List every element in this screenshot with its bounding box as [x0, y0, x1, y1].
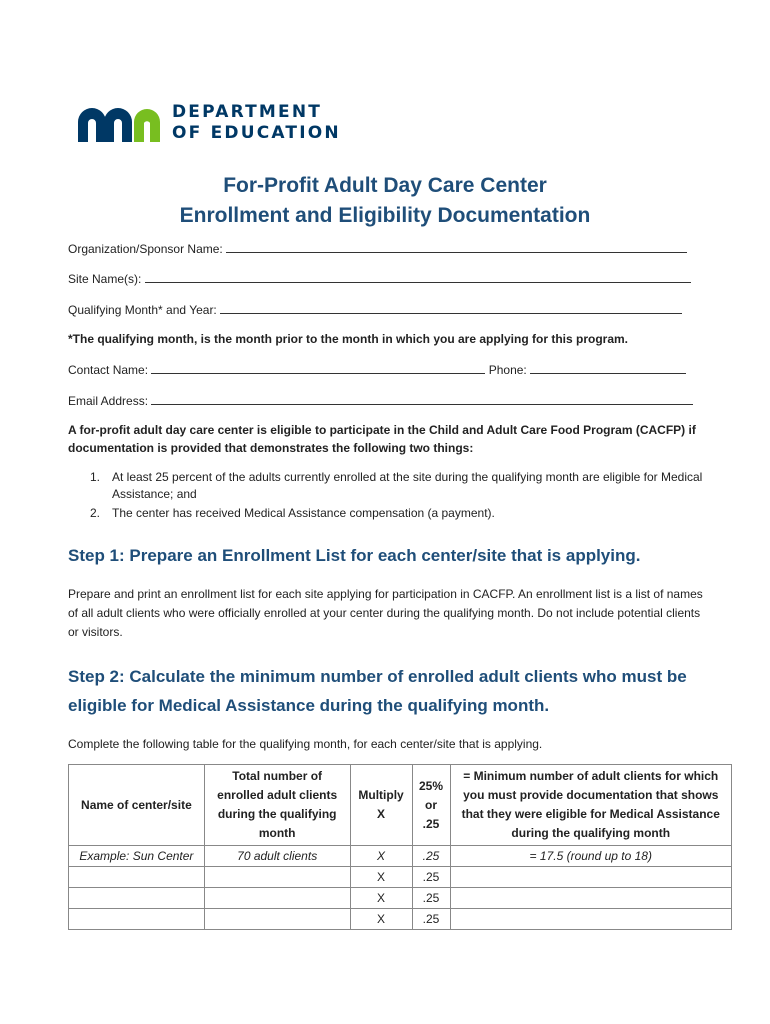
table-row	[69, 867, 732, 888]
site-name-blank[interactable]	[145, 270, 691, 283]
org-name-label: Organization/Sponsor Name:	[68, 242, 223, 256]
step-1-body: Prepare and print an enrollment list for each site applying for participation in CACFP. An enrollment list is a list of names of all adult clients who were officially enrolled at your center during the qualifying month. Do not include potential clients or visitors.	[68, 587, 703, 639]
qualifying-month-field[interactable]	[68, 301, 682, 318]
requirement-item-1	[90, 469, 710, 503]
header-minimum: = Minimum number of adult clients for which you must provide documentation that shows that they were eligible for Medical Assistance during the qualifying month	[450, 765, 731, 846]
document-title-line-1: For-Profit Adult Day Care Center	[223, 174, 547, 197]
contact-name-label: Contact Name:	[68, 363, 149, 377]
table-header-row	[69, 765, 732, 846]
table-input-cell[interactable]	[450, 867, 731, 888]
document-title-line-2: Enrollment and Eligibility Documentation	[179, 204, 591, 227]
table-input-cell[interactable]	[204, 909, 350, 930]
site-name-label: Site Name(s):	[68, 272, 142, 286]
contact-name-blank[interactable]	[151, 361, 485, 374]
table-input-cell[interactable]	[450, 909, 731, 930]
table-cell: 70 adult clients	[204, 846, 350, 867]
requirement-item-2	[90, 505, 710, 522]
qualifying-month-note: *The qualifying month, is the month prior to the month in which you are applying for this program.	[68, 332, 629, 346]
table-cell: X	[350, 909, 412, 930]
table-cell: X	[350, 867, 412, 888]
org-name-blank[interactable]	[226, 240, 687, 253]
email-label: Email Address:	[68, 394, 149, 408]
logo-line-1: DEPARTMENT	[172, 102, 323, 122]
table-cell: Example: Sun Center	[69, 846, 205, 867]
phone-blank[interactable]	[530, 361, 686, 374]
table-row-example	[69, 846, 732, 867]
site-name-field[interactable]	[68, 270, 691, 287]
table-input-cell[interactable]	[69, 909, 205, 930]
table-cell: .25	[412, 909, 450, 930]
step-2-heading: Step 2: Calculate the minimum number of enrolled adult clients who must be eligible for Medical Assistance during the qualifying month.	[68, 667, 687, 715]
step-1-heading: Step 1: Prepare an Enrollment List for each center/site that is applying.	[68, 546, 641, 565]
table-input-cell[interactable]	[450, 888, 731, 909]
table-row	[69, 888, 732, 909]
header-multiply: Multiply X	[350, 765, 412, 846]
qualifying-month-label: Qualifying Month* and Year:	[68, 303, 217, 317]
step-2-body: Complete the following table for the qualifying month, for each center/site that is applying.	[68, 737, 543, 751]
mn-logo-icon	[76, 102, 162, 144]
requirement-text: The center has received Medical Assistance compensation (a payment).	[112, 506, 495, 520]
table-cell: = 17.5 (round up to 18)	[450, 846, 731, 867]
phone-label: Phone:	[488, 363, 527, 377]
header-percent: 25% or .25	[412, 765, 450, 846]
calculation-table	[68, 764, 732, 930]
table-cell: .25	[412, 867, 450, 888]
email-field[interactable]	[68, 392, 693, 409]
table-cell: .25	[412, 888, 450, 909]
table-row	[69, 909, 732, 930]
eligibility-intro: A for-profit adult day care center is eligible to participate in the Child and Adult Care Food Program (CACFP) if documentation is provided that demonstrates the following two things:	[68, 423, 696, 455]
table-cell: X	[350, 888, 412, 909]
table-cell: X	[350, 846, 412, 867]
logo-line-2: OF EDUCATION	[172, 123, 341, 143]
header-total-enrolled: Total number of enrolled adult clients during the qualifying month	[204, 765, 350, 846]
table-input-cell[interactable]	[204, 888, 350, 909]
logo-wordmark	[172, 102, 341, 144]
requirement-number: 2.	[90, 506, 101, 520]
table-input-cell[interactable]	[69, 867, 205, 888]
table-input-cell[interactable]	[69, 888, 205, 909]
requirement-number: 1.	[90, 470, 101, 484]
requirement-text: At least 25 percent of the adults currently enrolled at the site during the qualifying month are eligible for Medical Assistance; and	[112, 470, 703, 501]
mde-logo	[76, 100, 366, 150]
qualifying-month-blank[interactable]	[220, 301, 682, 314]
table-input-cell[interactable]	[204, 867, 350, 888]
table-cell: .25	[412, 846, 450, 867]
contact-field[interactable]	[68, 361, 686, 378]
email-blank[interactable]	[151, 392, 693, 405]
header-center-name: Name of center/site	[69, 765, 205, 846]
org-name-field[interactable]	[68, 240, 687, 257]
